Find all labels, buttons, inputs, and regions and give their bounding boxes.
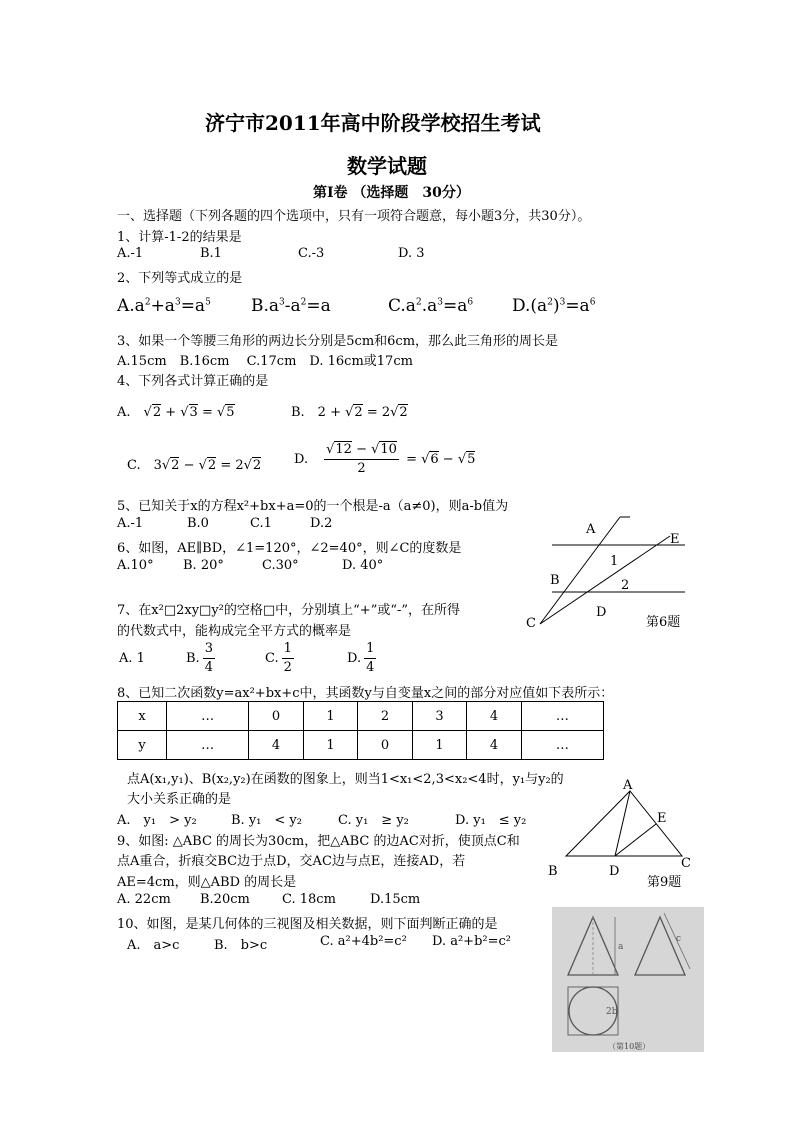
q1-option-b: B.1: [200, 246, 222, 261]
table-cell: x: [118, 702, 167, 731]
q3-stem: 3、如果一个等腰三角形的两边长分别是5cm和6cm，那么此三角形的周长是: [117, 334, 559, 349]
q4-option-a: A. √2 + √3 = √5: [117, 405, 235, 420]
fig6-label-d: D: [596, 605, 607, 620]
fig6-label-2: 2: [621, 578, 630, 593]
fig9-caption: 第9题: [647, 875, 682, 890]
q10-option-d: D. a²+b²=c²: [432, 934, 511, 949]
table-cell: y: [118, 731, 167, 760]
table-cell: 1: [412, 731, 466, 760]
table-cell: 0: [358, 731, 412, 760]
q8-option-a: A. y₁ > y₂: [117, 813, 197, 828]
q10-figure-photo: [552, 907, 704, 1052]
table-cell: 2: [358, 702, 412, 731]
fig6-caption: 第6题: [646, 615, 681, 630]
q5-option-a: A.-1: [117, 516, 144, 531]
table-cell: …: [167, 702, 249, 731]
q8-line-2a: 点A(x₁,y₁)、B(x₂,y₂)在函数的图象上，则当1<x₁<2,3<x₂<4时，y₁与y₂的: [127, 772, 564, 787]
q9-figure: [540, 778, 700, 893]
table-cell: 4: [249, 731, 303, 760]
table-cell: …: [521, 731, 603, 760]
q4-stem: 4、下列各式计算正确的是: [117, 374, 269, 389]
q6-option-d: D. 40°: [342, 558, 384, 573]
q4-option-d: D. $\frac{√12 - √10}{2}$ = √6 − √5: [294, 442, 476, 476]
q1-option-c: C.-3: [298, 246, 325, 261]
q4-option-c: C. 3√2 − √2 = 2√2: [127, 458, 262, 473]
q5-option-d: D.2: [310, 516, 333, 531]
q10-option-a: A. a>c: [127, 938, 180, 953]
fig6-label-e: E: [670, 532, 680, 547]
q7-line-2: 的代数式中，能构成完全平方式的概率是: [117, 624, 352, 639]
fig9-label-a: A: [623, 778, 633, 793]
table-cell: 4: [467, 702, 521, 731]
q3-options: A.15cm B.16cm C.17cm D. 16cm或17cm: [117, 354, 413, 369]
q1-stem: 1、计算-1-2的结果是: [117, 230, 242, 245]
fig9-label-b: B: [548, 864, 558, 879]
table-cell: 3: [412, 702, 466, 731]
q9-option-d: D.15cm: [370, 892, 421, 907]
fig6-label-1: 1: [610, 554, 619, 569]
q2-option-c: $C.a^2.a^3=a^6$: [388, 296, 474, 316]
q10-option-c: C. a²+4b²=c²: [320, 934, 407, 949]
q6-option-a: A.10°: [117, 558, 154, 573]
q9-line-1: 9、如图: △ABC 的周长为30cm，把△ABC 的边AC对折，使顶点C和: [117, 834, 520, 849]
q6-option-c: C.30°: [262, 558, 299, 573]
value-table: [117, 701, 604, 760]
q2-option-b: $B.a^3-a^2=a$: [251, 296, 331, 316]
table-cell: 1: [303, 702, 357, 731]
q7-option-d: D. $\frac{1}{4}$: [347, 641, 375, 675]
q1-option-a: A.-1: [117, 246, 144, 261]
fig9-label-e: E: [657, 811, 667, 826]
table-cell: 0: [249, 702, 303, 731]
fig10-label-2b: 2b: [606, 1007, 618, 1017]
page-title: 济宁市2011年高中阶段学校招生考试: [205, 111, 541, 135]
q5-stem: 5、已知关于x的方程x²+bx+a=0的一个根是-a（a≠0)，则a-b值为: [117, 499, 509, 514]
table-cell: …: [167, 731, 249, 760]
q7-line-1: 7、在x²□2xy□y²的空格□中，分别填上“+”或“-”，在所得: [117, 603, 461, 618]
fig6-label-c: C: [526, 616, 536, 631]
q8-line-2b: 大小关系正确的是: [127, 792, 232, 807]
fig9-label-c: C: [681, 856, 691, 871]
table-cell: 1: [303, 731, 357, 760]
q8-option-c: C. y₁ ≥ y₂: [338, 813, 409, 828]
q7-option-a: A. 1: [119, 651, 145, 666]
fig6-label-a: A: [586, 522, 596, 537]
q6-figure: [520, 512, 700, 632]
fig10-label-a: a: [618, 942, 624, 952]
instructions: 一、选择题（下列各题的四个选项中，只有一项符合题意，每小题3分，共30分）。: [117, 209, 591, 224]
table-cell: …: [521, 702, 603, 731]
q1-option-d: D. 3: [398, 246, 425, 261]
q9-option-c: C. 18cm: [282, 892, 336, 907]
q5-option-c: C.1: [250, 516, 272, 531]
section-heading: 第Ⅰ卷 （选择题 30分）: [313, 185, 470, 201]
q9-option-b: B.20cm: [200, 892, 250, 907]
q9-line-3: AE=4cm，则△ABD 的周长是: [117, 875, 297, 890]
q10-option-b: B. b>c: [214, 938, 268, 953]
fig6-label-b: B: [550, 573, 560, 588]
q6-stem: 6、如图，AE∥BD，∠1=120°，∠2=40°，则∠C的度数是: [117, 541, 462, 556]
q10-stem: 10、如图，是某几何体的三视图及相关数据，则下面判断正确的是: [117, 917, 498, 932]
q6-option-b: B. 20°: [183, 558, 224, 573]
table-cell: 4: [467, 731, 521, 760]
q9-line-2: 点A重合，折痕交BC边于点D，交AC边与点E，连接AD，若: [117, 854, 466, 869]
q7-option-c: C. $\frac{1}{2}$: [265, 641, 292, 675]
q8-stem: 8、已知二次函数y=ax²+bx+c中，其函数y与自变量x之间的部分对应值如下表所示：: [117, 686, 614, 701]
q7-option-b: B. $\frac{3}{4}$: [186, 641, 213, 675]
q8-option-b: B. y₁ < y₂: [231, 813, 302, 828]
fig10-label-c: c: [676, 934, 682, 944]
q9-option-a: A. 22cm: [117, 892, 171, 907]
q2-stem: 2、下列等式成立的是: [117, 271, 243, 286]
q2-option-d: $D.(a^2)^3=a^6$: [512, 296, 596, 316]
q8-option-d: D. y₁ ≤ y₂: [455, 813, 527, 828]
q4-option-b: B. 2 + √2 = 2√2: [291, 405, 408, 420]
q2-option-a: $A.a^2+a^3=a^5$: [117, 296, 211, 316]
fig10-caption: （第10题）: [608, 1042, 651, 1051]
page-subtitle: 数学试题: [347, 154, 427, 178]
q5-option-b: B.0: [187, 516, 209, 531]
fig9-label-d: D: [609, 864, 620, 879]
table-row: [118, 731, 604, 760]
table-row: [118, 702, 604, 731]
